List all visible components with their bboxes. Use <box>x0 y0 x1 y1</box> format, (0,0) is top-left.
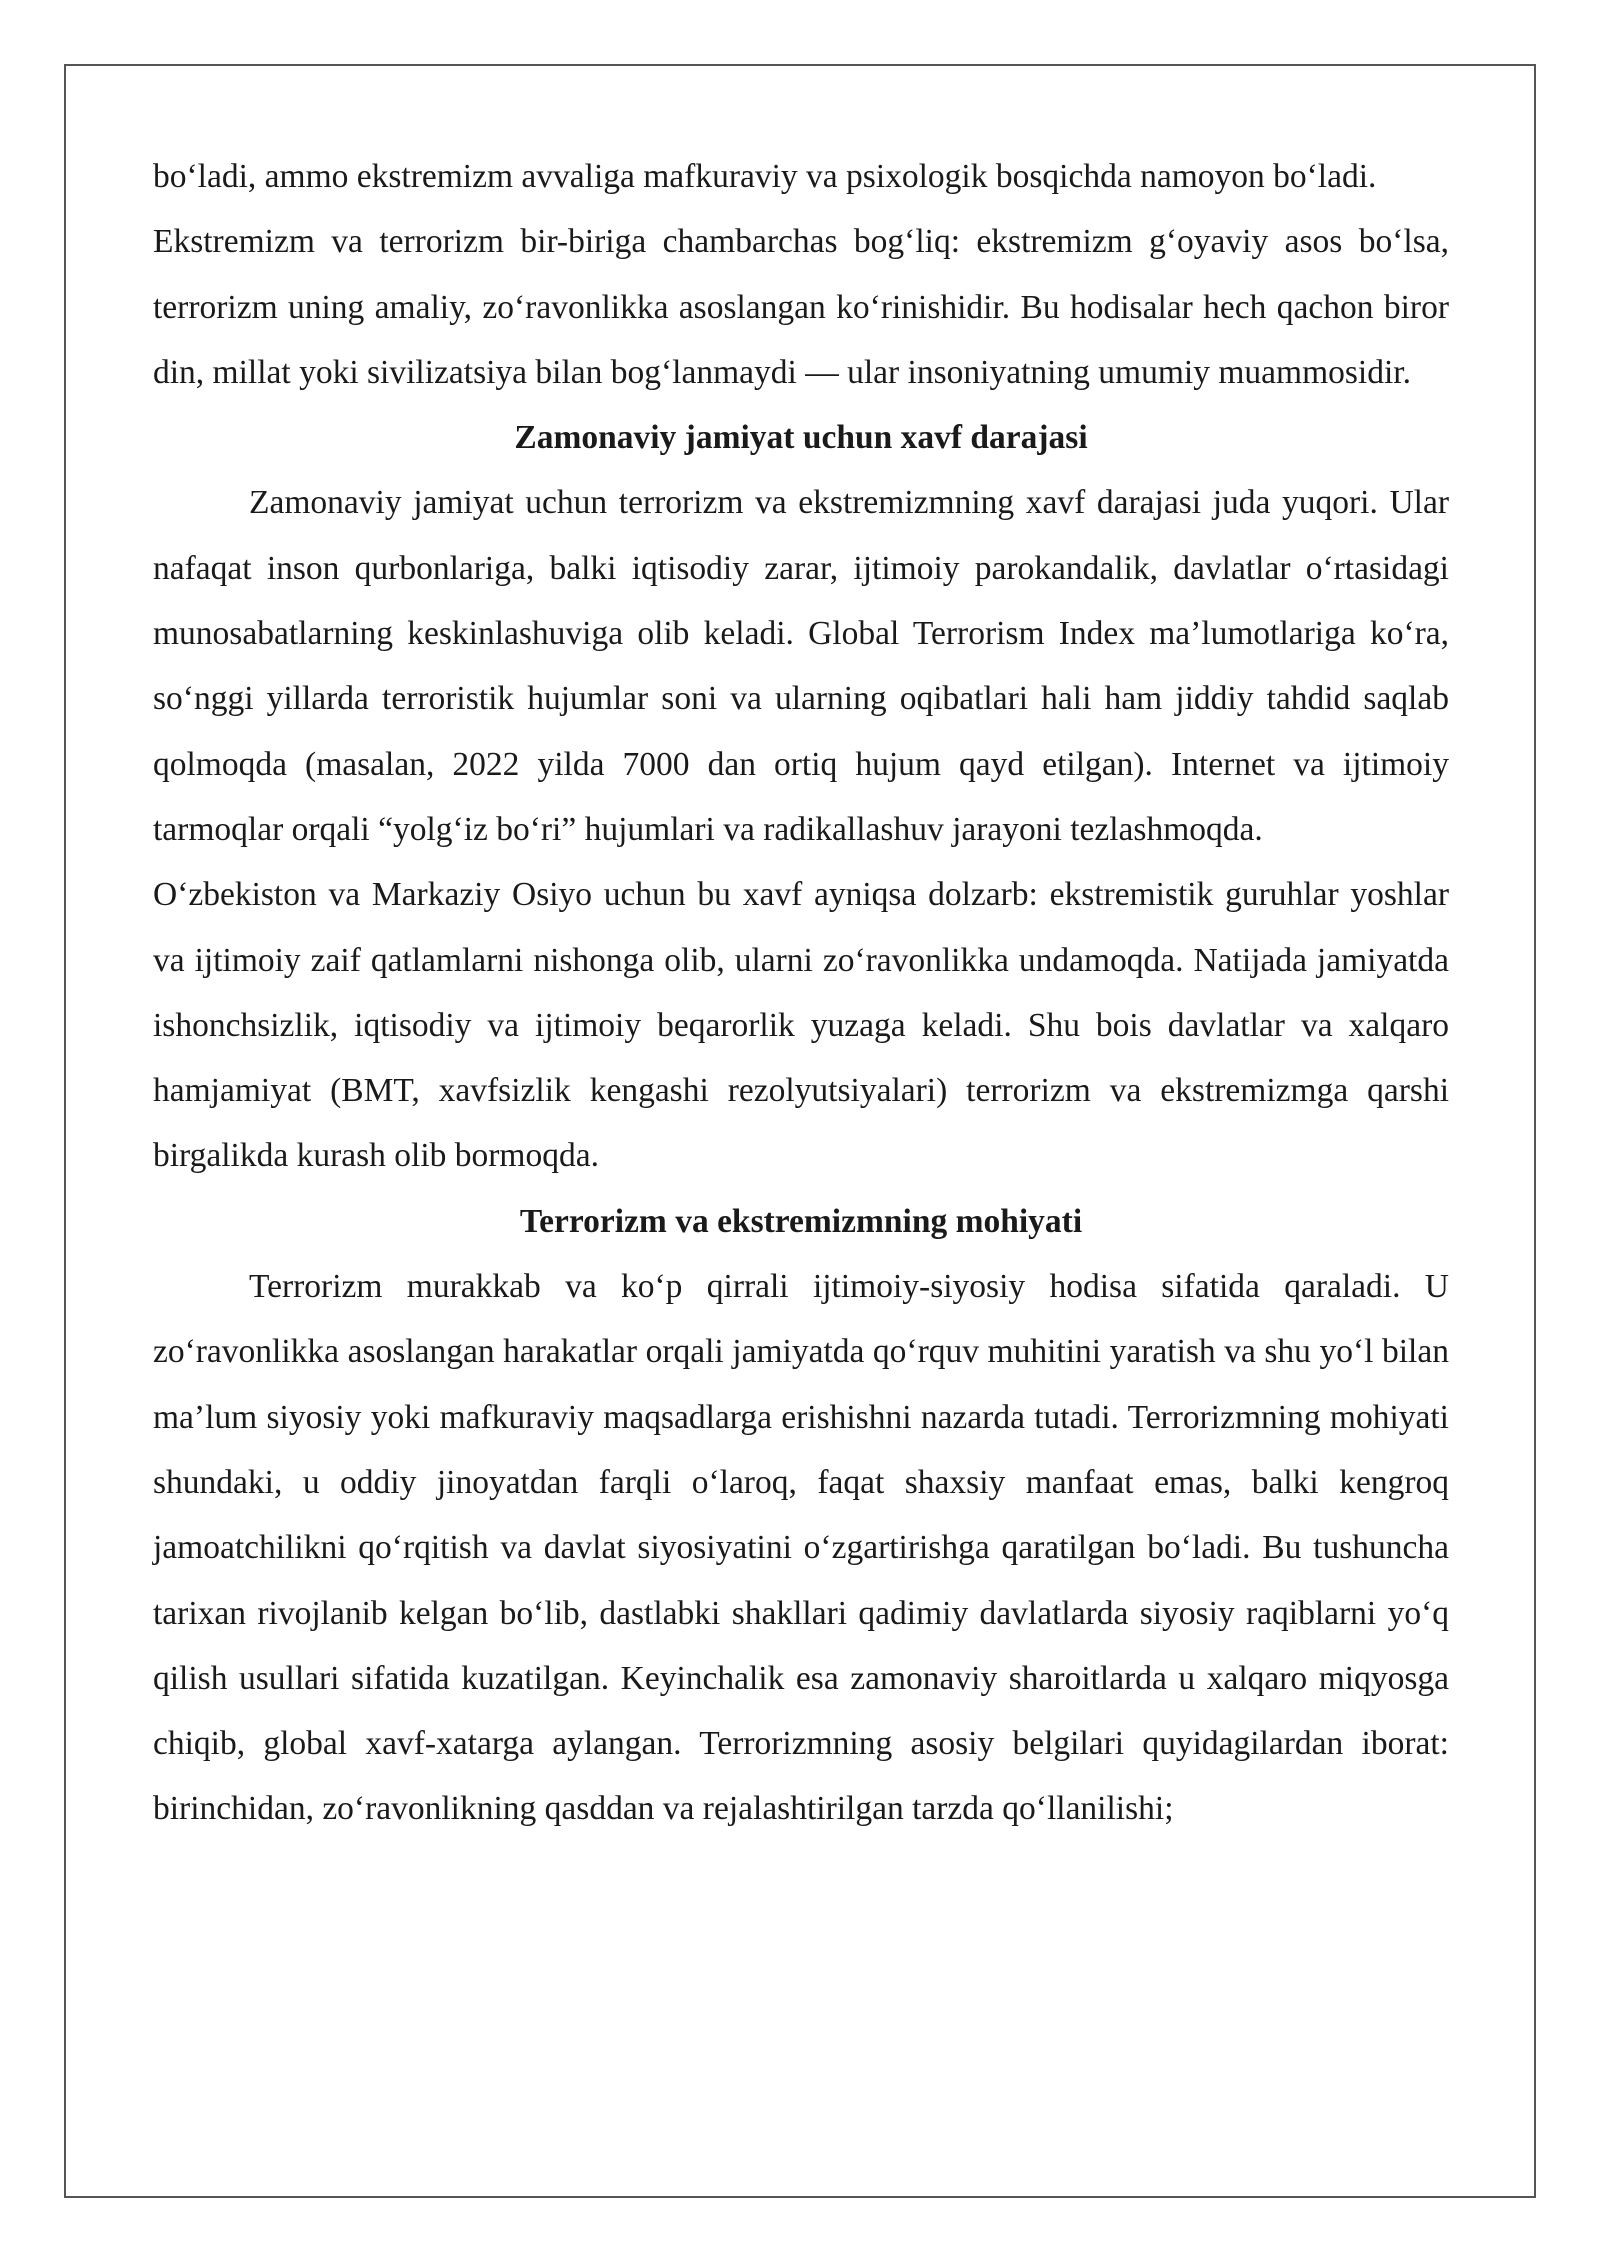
paragraph-risk-1: Zamonaviy jamiyat uchun terrorizm va ekstremizmning xavf darajasi juda yuqori. Ular nafaqat inson qurbonlariga, balki iqtisodiy zarar, ijtimoiy parokandalik, davlatlar o‘rtasidagi munosabatlarning keskinlashuviga olib keladi. Global Terrorism Index ma’lumotlariga ko‘ra, so‘nggi yillarda terroristik hujumlar soni va ularning oqibatlari hali ham jiddiy tahdid saqlab qolmoqda (masalan, 2022 yilda 7000 dan ortiq hujum qayd etilgan). Internet va ijtimoiy tarmoqlar orqali “yolg‘iz bo‘ri” hujumlari va radikallashuv jarayoni tezlashmoqda. <box>153 484 1449 848</box>
document-body <box>153 144 1449 1842</box>
paragraph-risk-2: O‘zbekiston va Markaziy Osiyo uchun bu xavf ayniqsa dolzarb: ekstremistik guruhlar yoshlar va ijtimoiy zaif qatlamlarni nishonga olib, ularni zo‘ravonlikka undamoqda. Natijada jamiyatda ishonchsizlik, iqtisodiy va ijtimoiy beqarorlik yuzaga keladi. Shu bois davlatlar va xalqaro hamjamiyat (BMT, xavfsizlik kengashi rezolyutsiyalari) terrorizm va ekstremizmga qarshi birgalikda kurash olib bormoqda. <box>153 876 1449 1175</box>
paragraph-intro-1: bo‘ladi, ammo ekstremizm avvaliga mafkuraviy va psixologik bosqichda namoyon bo‘ladi. <box>153 158 1377 195</box>
section-heading-risk-level: Zamonaviy jamiyat uchun xavf darajasi <box>514 419 1088 457</box>
section-heading-essence: Terrorizm va ekstremizmning mohiyati <box>519 1202 1083 1240</box>
paragraph-intro-2: Ekstremizm va terrorizm bir-biriga chambarchas bog‘liq: ekstremizm g‘oyaviy asos bo‘lsa, terrorizm uning amaliy, zo‘ravonlikka asoslangan ko‘rinishidir. Bu hodisalar hech qachon biror din, millat yoki sivilizatsiya bilan bog‘lanmaydi — ular insoniyatning umumiy muammosidir. <box>153 223 1449 391</box>
paragraph-essence-1: Terrorizm murakkab va ko‘p qirrali ijtimoiy-siyosiy hodisa sifatida qaraladi. U zo‘ravonlikka asoslangan harakatlar orqali jamiyatda qo‘rquv muhitini yaratish va shu yo‘l bilan ma’lum siyosiy yoki mafkuraviy maqsadlarga erishishni nazarda tutadi. Terrorizmning mohiyati shundaki, u oddiy jinoyatdan farqli o‘laroq, faqat shaxsiy manfaat emas, balki kengroq jamoatchilikni qo‘rqitish va davlat siyosiyatini o‘zgartirishga qaratilgan bo‘ladi. Bu tushuncha tarixan rivojlanib kelgan bo‘lib, dastlabki shakllari qadimiy davlatlarda siyosiy raqiblarni yo‘q qilish usullari sifatida kuzatilgan. Keyinchalik esa zamonaviy sharoitlarda u xalqaro miqyosga chiqib, global xavf-xatarga aylangan. Terrorizmning asosiy belgilari quyidagilardan iborat: birinchidan, zo‘ravonlikning qasddan va rejalashtirilgan tarzda qo‘llanilishi; <box>153 1268 1449 1828</box>
